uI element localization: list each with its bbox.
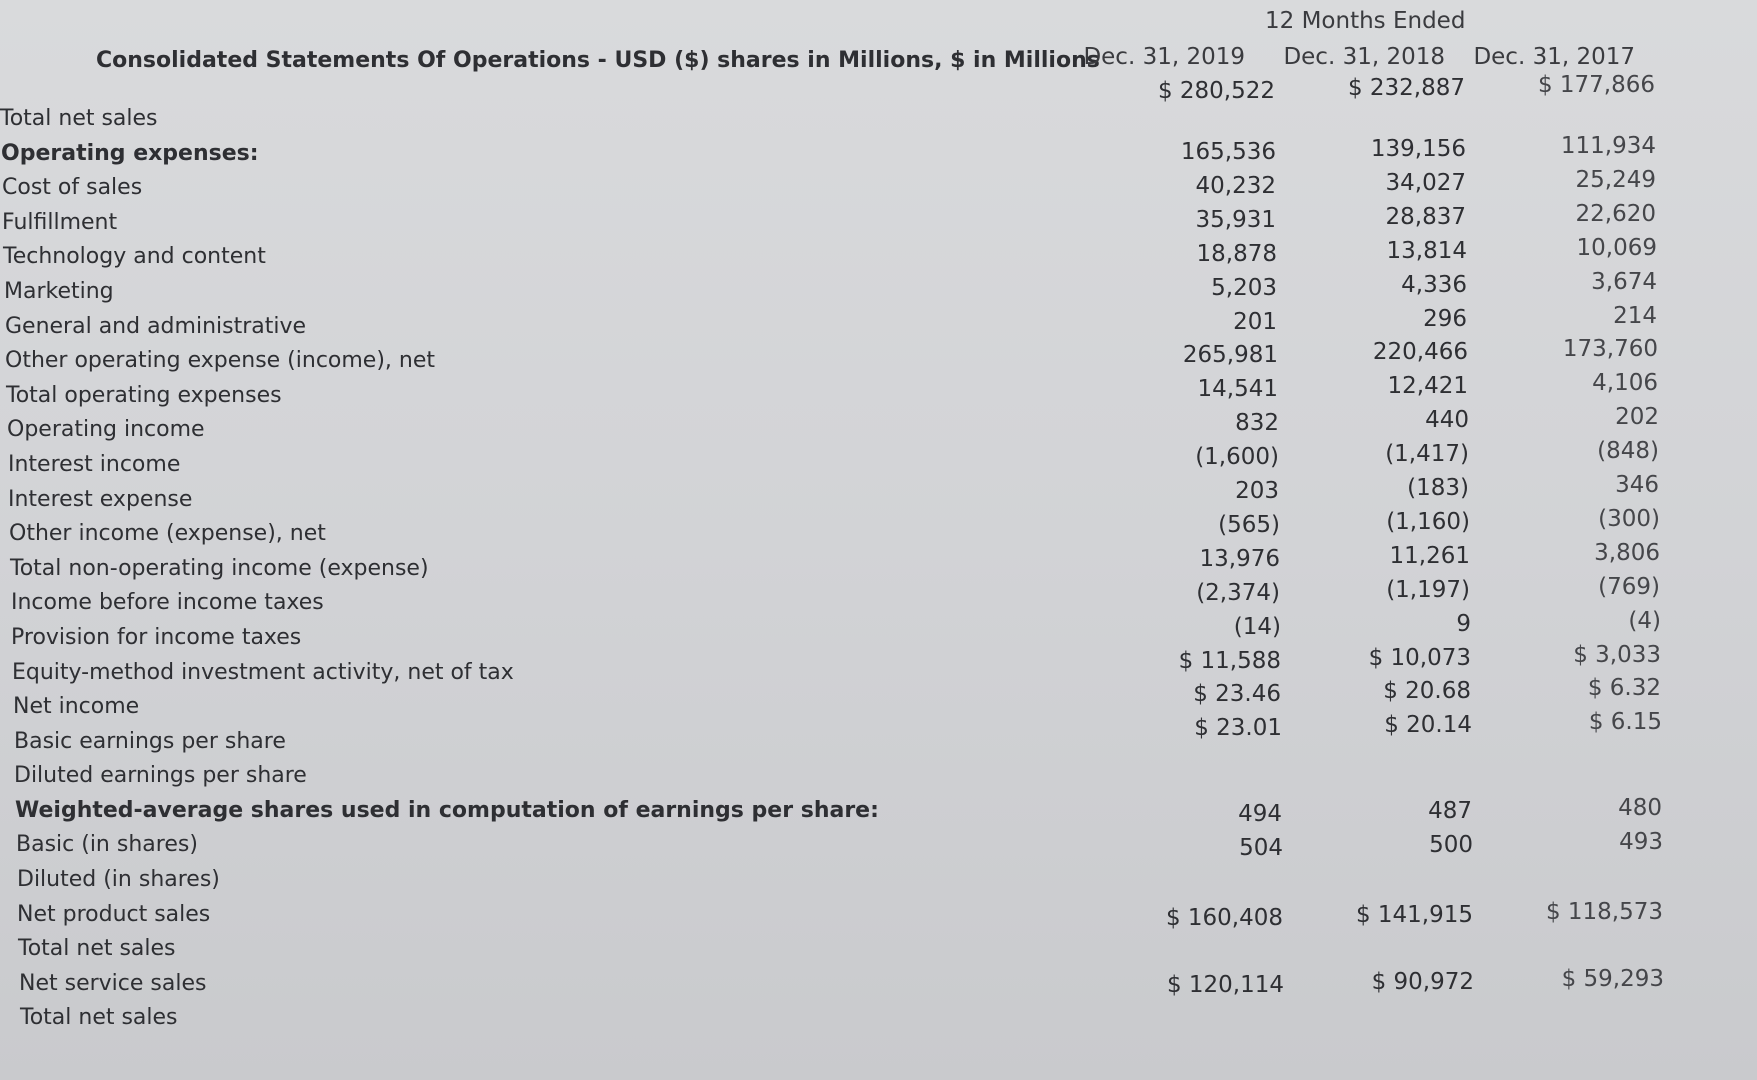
cell-value: 13,814: [1386, 237, 1467, 264]
cell-value: 13,976: [1199, 545, 1280, 572]
cell-value: 40,232: [1195, 172, 1276, 199]
cell-value: (183): [1407, 475, 1469, 501]
cell-value: 34,027: [1385, 169, 1466, 196]
cell-value: (1,197): [1386, 576, 1470, 603]
cell-value: (300): [1598, 505, 1660, 532]
cell-value: (565): [1218, 511, 1280, 538]
row-label: Net service sales: [19, 970, 207, 996]
cell-value: $ 3,033: [1573, 641, 1661, 668]
cell-value: (14): [1233, 613, 1281, 640]
cell-value: 139,156: [1370, 136, 1466, 162]
cell-value: 500: [1429, 832, 1473, 858]
cell-value: (2,374): [1196, 579, 1280, 606]
cell-value: $ 177,866: [1537, 72, 1655, 98]
cell-value: 504: [1239, 835, 1283, 861]
column-header-2017: Dec. 31, 2017: [1473, 44, 1635, 70]
cell-value: $ 23.01: [1194, 715, 1282, 742]
row-label: Income before income taxes: [11, 590, 324, 616]
cell-value: 35,931: [1195, 206, 1276, 233]
cell-value: 4,336: [1401, 271, 1467, 298]
cell-value: (769): [1598, 573, 1660, 600]
cell-value: (848): [1597, 438, 1659, 465]
cell-value: $ 20.68: [1383, 678, 1471, 705]
cell-value: 220,466: [1372, 339, 1468, 366]
cell-value: $ 120,114: [1166, 972, 1284, 998]
row-label: Basic (in shares): [16, 832, 198, 858]
cell-value: 5,203: [1211, 274, 1277, 301]
cell-value: (1,160): [1386, 508, 1470, 535]
row-label: General and administrative: [5, 313, 307, 339]
cell-value: 487: [1428, 798, 1472, 825]
cell-value: 346: [1615, 472, 1659, 498]
cell-value: $ 118,573: [1545, 899, 1663, 925]
row-label: Total net sales: [18, 936, 176, 962]
row-label: Interest expense: [8, 486, 193, 512]
cell-value: $ 10,073: [1368, 644, 1471, 671]
cell-value: 494: [1238, 801, 1282, 828]
column-header-2019: Dec. 31, 2019: [1083, 44, 1245, 70]
row-label: Cost of sales: [2, 175, 143, 201]
cell-value: 296: [1423, 305, 1467, 332]
cell-value: $ 11,588: [1178, 647, 1281, 674]
cell-value: 9: [1456, 610, 1471, 637]
row-label: Marketing: [4, 278, 114, 304]
row-label: Fulfillment: [2, 209, 118, 235]
row-label: Net product sales: [17, 901, 211, 927]
row-label: Total non-operating income (expense): [10, 555, 429, 581]
cell-value: 25,249: [1575, 166, 1656, 193]
cell-value: 14,541: [1197, 376, 1278, 403]
cell-value: 480: [1618, 795, 1662, 822]
row-label: Technology and content: [3, 244, 266, 270]
row-label: Other income (expense), net: [9, 521, 326, 547]
row-labels: [0, 102, 879, 1036]
row-label: Total net sales: [20, 1005, 178, 1031]
cell-value: $ 23.46: [1193, 681, 1281, 708]
cell-value: $ 160,408: [1165, 905, 1283, 931]
column-header-2018: Dec. 31, 2018: [1283, 44, 1445, 70]
cell-value: $ 280,522: [1157, 78, 1275, 104]
cell-value: 3,806: [1594, 539, 1660, 566]
cell-value: $ 141,915: [1355, 902, 1473, 928]
cell-value: 11,261: [1389, 542, 1470, 569]
row-label: Weighted-average shares used in computation of earnings per share:: [15, 797, 879, 823]
cell-value: 4,106: [1592, 370, 1658, 397]
cell-value: $ 6.32: [1587, 675, 1661, 702]
row-label: Operating expenses:: [1, 140, 259, 166]
row-label: Diluted earnings per share: [14, 763, 307, 789]
cell-value: 201: [1233, 308, 1277, 335]
row-label: Equity-method investment activity, net of tax: [12, 659, 514, 685]
row-label: Basic earnings per share: [14, 728, 286, 754]
cell-value: 111,934: [1560, 133, 1656, 159]
row-label: Net income: [13, 694, 140, 720]
cell-value: $ 6.15: [1588, 709, 1662, 736]
cell-value: $ 232,887: [1347, 75, 1465, 101]
row-label: Provision for income taxes: [11, 624, 302, 650]
cell-value: 3,674: [1591, 268, 1657, 295]
cell-value: (4): [1628, 607, 1661, 634]
row-label: Total net sales: [0, 106, 158, 131]
cell-value: 440: [1425, 407, 1469, 434]
row-label: Interest income: [8, 451, 181, 477]
cell-value: $ 59,293: [1561, 966, 1664, 992]
cell-value: $ 20.14: [1384, 712, 1472, 739]
cell-value: 22,620: [1575, 200, 1656, 227]
cell-value: 165,536: [1180, 139, 1276, 165]
cell-value: 202: [1615, 404, 1659, 431]
cell-value: (1,600): [1195, 444, 1279, 471]
cell-value: $ 90,972: [1371, 969, 1474, 995]
cell-value: 203: [1235, 478, 1279, 504]
cell-value: 12,421: [1387, 373, 1468, 400]
row-label: Total operating expenses: [6, 382, 282, 408]
cell-value: 18,878: [1196, 240, 1277, 267]
cell-value: 173,760: [1562, 336, 1658, 363]
cell-value: 265,981: [1182, 342, 1278, 369]
cell-value: 10,069: [1576, 234, 1657, 261]
row-label: Other operating expense (income), net: [5, 348, 436, 374]
cell-value: 493: [1619, 829, 1663, 855]
row-label: Diluted (in shares): [17, 867, 220, 893]
period-header: 12 Months Ended: [1265, 8, 1466, 34]
cell-value: 214: [1613, 302, 1657, 329]
cell-value: (1,417): [1385, 441, 1469, 468]
statement-title: Consolidated Statements Of Operations - USD ($) shares in Millions, $ in Millions: [96, 48, 1100, 73]
cell-value: 28,837: [1385, 203, 1466, 230]
cell-value: 832: [1235, 410, 1279, 437]
row-label: Operating income: [7, 417, 205, 443]
